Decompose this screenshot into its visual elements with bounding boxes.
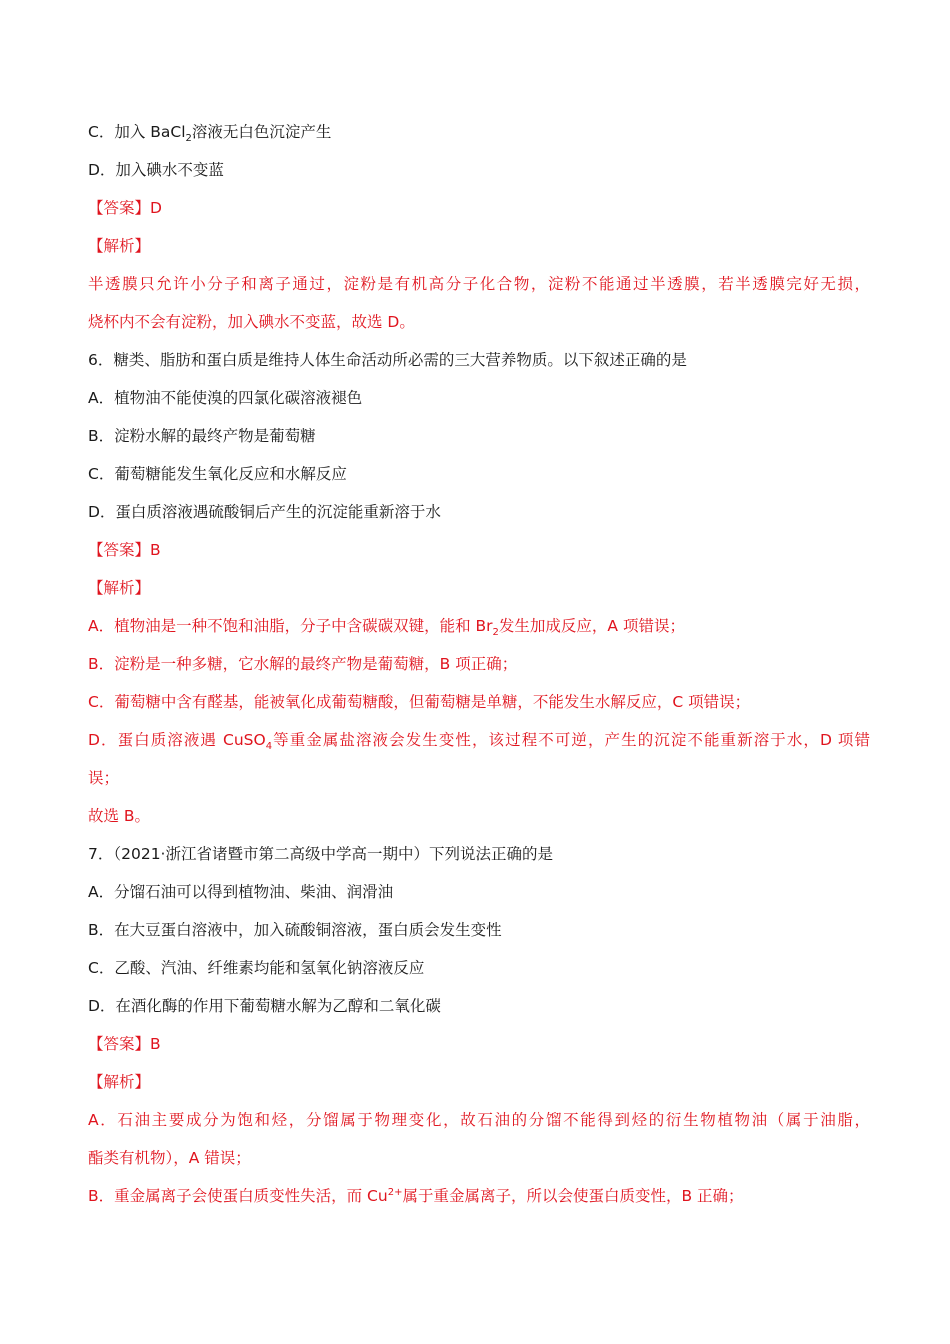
q7-analysis-a-line-1: A．石油主要成分为饱和烃，分馏属于物理变化，故石油的分馏不能得到烃的衍生物植物油（属于油脂， [88, 1111, 870, 1129]
q6-analysis-b: B．淀粉是一种多糖，它水解的最终产物是葡萄糖，B 项正确； [88, 655, 518, 673]
q6-answer: 【答案】B [88, 541, 161, 559]
q6-stem: 6．糖类、脂肪和蛋白质是维持人体生命活动所必需的三大营养物质。以下叙述正确的是 [88, 351, 687, 369]
q6-analysis-d: D．蛋白质溶液遇 CuSO$_4$等重金属盐溶液会发生变性，该过程不可逆，产生的沉淀不能重新溶于水，D 项错 [88, 731, 870, 753]
q7-option-b: B．在大豆蛋白溶液中，加入硫酸铜溶液，蛋白质会发生变性 [88, 921, 502, 939]
q6-conclusion: 故选 B。 [88, 807, 151, 825]
q6-option-c: C．葡萄糖能发生氧化反应和水解反应 [88, 465, 347, 483]
q6-analysis-a: A．植物油是一种不饱和油脂，分子中含碳碳双键，能和 $Br_2$发生加成反应，A 项错误； [88, 617, 685, 639]
q7-option-d: D．在酒化酶的作用下葡萄糖水解为乙醇和二氧化碳 [88, 997, 441, 1015]
q6-analysis-c: C．葡萄糖中含有醛基，能被氧化成葡萄糖酸，但葡萄糖是单糖，不能发生水解反应，C 项错误； [88, 693, 751, 711]
q7-analysis-b: B．重金属离子会使蛋白质变性失活，而 $Cu^{2+}$属于重金属离子，所以会使蛋白质变性，B 正确； [88, 1186, 744, 1205]
q5-answer: 【答案】D [88, 199, 162, 217]
q7-analysis-label: 【解析】 [88, 1073, 151, 1091]
q7-analysis-a-line-2: 酯类有机物），A 错误； [88, 1149, 251, 1167]
q7-option-a: A．分馏石油可以得到植物油、柴油、润滑油 [88, 883, 394, 901]
q7-option-c: C．乙酸、汽油、纤维素均能和氢氧化钠溶液反应 [88, 959, 425, 977]
q6-analysis-d-continued: 误； [88, 769, 120, 787]
q6-option-b: B．淀粉水解的最终产物是葡萄糖 [88, 427, 316, 445]
q5-analysis-label: 【解析】 [88, 237, 151, 255]
q6-option-a: A．植物油不能使溴的四氯化碳溶液褪色 [88, 389, 363, 407]
q5-analysis-line-1: 半透膜只允许小分子和离子通过，淀粉是有机高分子化合物，淀粉不能通过半透膜，若半透膜完好无损， [88, 275, 870, 293]
q7-answer: 【答案】B [88, 1035, 161, 1053]
q5-option-d: D．加入碘水不变蓝 [88, 161, 224, 179]
q6-analysis-label: 【解析】 [88, 579, 151, 597]
q5-option-c: C．加入 BaCl$_2$溶液无白色沉淀产生 [88, 123, 332, 145]
q6-option-d: D．蛋白质溶液遇硫酸铜后产生的沉淀能重新溶于水 [88, 503, 441, 521]
q5-analysis-line-2: 烧杯内不会有淀粉，加入碘水不变蓝，故选 D。 [88, 313, 415, 331]
q7-stem: 7．（2021·浙江省诸暨市第二高级中学高一期中）下列说法正确的是 [88, 845, 553, 863]
